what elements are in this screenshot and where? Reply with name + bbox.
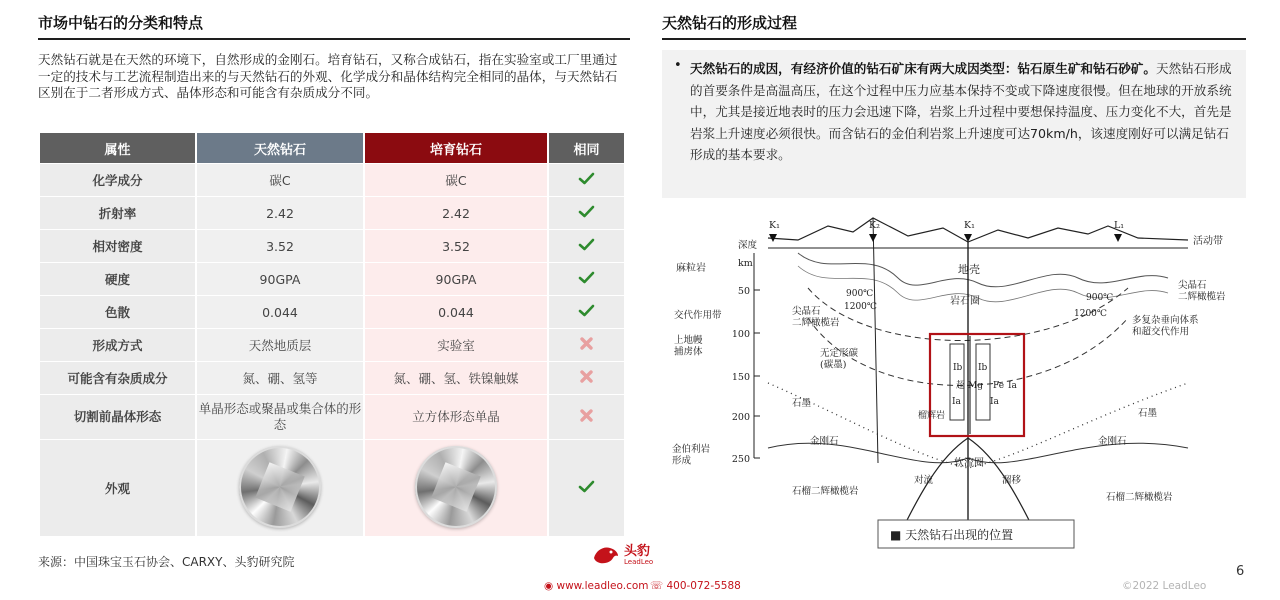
- cell-attribute: 硬度: [40, 263, 195, 295]
- cross-icon: [579, 408, 594, 423]
- bullet-icon: •: [674, 58, 682, 73]
- cell-lab-grown: 立方体形态单晶: [365, 395, 547, 439]
- label-plume: 溜移: [1002, 475, 1022, 486]
- label-diamond-left: 金刚石: [810, 436, 839, 447]
- label-lithosphere: 岩石圈: [950, 296, 980, 307]
- diagram-caption: ■ 天然钻石出现的位置: [890, 528, 1014, 542]
- surface-marker-icon: [869, 234, 877, 242]
- logo-chinese: 头豹: [624, 543, 651, 559]
- cell-same: [549, 395, 624, 439]
- kimberlite-formation-diagram: [668, 208, 1246, 553]
- label-t1200-left: 1200℃: [844, 302, 877, 312]
- header-attribute: 属性: [40, 133, 195, 163]
- cell-lab-grown: 90GPA: [365, 263, 547, 295]
- table-body: [40, 164, 624, 536]
- cell-attribute: 化学成分: [40, 164, 195, 196]
- cell-natural: 碳C: [197, 164, 363, 196]
- cell-lab-grown: 2.42: [365, 197, 547, 229]
- table-row: [40, 395, 624, 439]
- cell-lab-grown: 碳C: [365, 164, 547, 196]
- table-row: [40, 197, 624, 229]
- header-same: 相同: [549, 133, 624, 163]
- cell-natural: [197, 440, 363, 536]
- km-label: km: [738, 258, 753, 269]
- leadleo-logo: [592, 544, 653, 566]
- cell-attribute: 外观: [40, 440, 195, 536]
- label-complex-vein: 多复杂垂向体系和超交代作用: [1132, 315, 1199, 338]
- cell-attribute: 形成方式: [40, 329, 195, 361]
- cell-natural: 0.044: [197, 296, 363, 328]
- footer-phone: [650, 580, 741, 592]
- cross-icon: [579, 336, 594, 351]
- depth-tick-label: 100: [731, 329, 750, 340]
- label-spinel-left: 尖晶石二辉橄榄岩: [792, 306, 840, 329]
- table-row: [40, 440, 624, 536]
- cell-natural: 单晶形态或聚晶或集合体的形态: [197, 395, 363, 439]
- section-title-left: 市场中钻石的分类和特点: [38, 14, 204, 32]
- table-header-row: [40, 133, 624, 163]
- label-crust: 地壳: [958, 263, 980, 276]
- graphite-diamond-line: [768, 383, 1188, 468]
- source-note: 来源：中国珠宝玉石协会、CARXY、头豹研究院: [38, 555, 295, 569]
- label-ib-left: Ib: [953, 363, 963, 373]
- label-ia-right: Ia: [990, 397, 999, 407]
- label-super: 超: [956, 381, 966, 391]
- comparison-table: [38, 132, 626, 537]
- depth-tick-label: 150: [731, 372, 750, 383]
- cell-lab-grown: [365, 440, 547, 536]
- cell-natural: 3.52: [197, 230, 363, 262]
- cell-lab-grown: 0.044: [365, 296, 547, 328]
- check-icon: [578, 204, 595, 219]
- surface-marker-label: K₂: [869, 220, 880, 231]
- label-t900-left: 900℃: [846, 289, 874, 299]
- cell-natural: 90GPA: [197, 263, 363, 295]
- cell-same: [549, 164, 624, 196]
- label-ia-mid: Ia: [1008, 381, 1017, 391]
- check-icon: [578, 237, 595, 252]
- label-upper-mantle: 上地幔捕虏体: [674, 335, 703, 358]
- cell-natural: 天然地质层: [197, 329, 363, 361]
- cell-same: [549, 362, 624, 394]
- cell-same: [549, 329, 624, 361]
- label-mg: Mg: [968, 381, 983, 391]
- cell-lab-grown: 3.52: [365, 230, 547, 262]
- intro-paragraph: 天然钻石就是在天然的环境下，自然形成的金刚石。培育钻石，又称合成钻石，指在实验室或工厂里通过一定的技术与工艺流程制造出来的与天然钻石的外观、化学成分和晶体结构完全相同的晶体，与天然钻石区别在于二者形成方式、晶体形态和可能含有杂质成分不同。: [38, 52, 618, 100]
- depth-tick-label: 200: [731, 412, 750, 423]
- header-lab-grown: 培育钻石: [365, 133, 547, 163]
- header-natural: 天然钻石: [197, 133, 363, 163]
- label-kimberlite-formation: 金伯利岩形成: [672, 444, 711, 467]
- cell-same: [549, 230, 624, 262]
- surface-marker-icon: [1114, 234, 1122, 242]
- phone-text: 400-072-5588: [666, 580, 741, 592]
- check-icon: [578, 270, 595, 285]
- cell-same: [549, 197, 624, 229]
- surface-marker-label: L₁: [1114, 220, 1125, 231]
- label-garnet-left: 石榴二辉橄榄岩: [792, 486, 859, 497]
- label-harz: 榴辉岩: [918, 411, 946, 421]
- formation-text-box: [662, 50, 1246, 198]
- cell-attribute: 可能含有杂质成分: [40, 362, 195, 394]
- table-row: [40, 164, 624, 196]
- check-icon: [578, 303, 595, 318]
- table-row: [40, 230, 624, 262]
- cell-same: [549, 263, 624, 295]
- page-number: 6: [1236, 564, 1245, 579]
- label-spinel-right: 尖晶石二辉橄榄岩: [1178, 280, 1226, 303]
- cell-attribute: 相对密度: [40, 230, 195, 262]
- lab-diamond-image: [415, 446, 497, 528]
- cross-icon: [579, 369, 594, 384]
- pipe-k2: [873, 218, 878, 463]
- cell-lab-grown: 实验室: [365, 329, 547, 361]
- label-metasomatism: 交代作用带: [674, 310, 722, 321]
- label-amorphous-carbon: 无定形碳(碳墨): [820, 348, 859, 371]
- label-graphite-left: 石墨: [792, 398, 812, 409]
- table-row: [40, 329, 624, 361]
- section-title-right: 天然钻石的形成过程: [662, 14, 798, 32]
- cell-attribute: 色散: [40, 296, 195, 328]
- cell-attribute: 折射率: [40, 197, 195, 229]
- leopard-icon: [592, 544, 620, 566]
- table-row: [40, 296, 624, 328]
- cell-same: [549, 440, 624, 536]
- table-row: [40, 362, 624, 394]
- depth-label: 深度: [738, 240, 758, 251]
- check-icon: [578, 171, 595, 186]
- crust-fold-1: [798, 253, 1168, 287]
- label-t900-right: 900℃: [1086, 293, 1114, 303]
- label-ia-left: Ia: [952, 397, 961, 407]
- logo-english: LeadLeo: [624, 557, 654, 566]
- label-diamond-right: 金刚石: [1098, 436, 1127, 447]
- label-granulite: 麻粒岩: [676, 263, 706, 274]
- cell-natural: 2.42: [197, 197, 363, 229]
- formation-lead: 天然钻石的成因，有经济价值的钻石矿床有两大成因类型：钻石原生矿和钻石砂矿。: [690, 61, 1156, 76]
- cell-attribute: 切割前晶体形态: [40, 395, 195, 439]
- cell-same: [549, 296, 624, 328]
- label-ib-right: Ib: [978, 363, 988, 373]
- website-text: www.leadleo.com: [556, 580, 649, 592]
- formation-body: 天然钻石形成的首要条件是高温高压，在这个过程中压力应基本保持不变或下降速度很慢。但在地球的开放系统中，尤其是接近地表时的压力会迅速下降，岩浆上升过程中要想保持温度、压力变化不大，首先是岩浆上升速度必须很快。而含钻石的金伯利岩浆上升速度可达70km/h，该速度刚好可以满足钻石形成的基本要求。: [690, 61, 1232, 162]
- label-garnet-right: 石榴二辉橄榄岩: [1106, 492, 1173, 503]
- copyright: ©2022 LeadLeo: [1122, 580, 1207, 592]
- surface-line: [768, 218, 1188, 242]
- depth-tick-label: 50: [737, 286, 750, 297]
- label-active-zone: 活动带: [1193, 236, 1223, 247]
- formation-paragraph: [690, 58, 1236, 166]
- label-convection: 对流: [914, 475, 934, 486]
- surface-marker-label: K₁: [964, 220, 975, 231]
- label-t1200-right: 1200℃: [1074, 309, 1107, 319]
- check-icon: [578, 479, 595, 494]
- natural-diamond-image: [239, 446, 321, 528]
- depth-tick-label: 250: [731, 454, 750, 465]
- surface-marker-label: K₁: [769, 220, 780, 231]
- table-row: [40, 263, 624, 295]
- cell-lab-grown: 氮、硼、氢、铁镍触媒: [365, 362, 547, 394]
- cell-natural: 氮、硼、氢等: [197, 362, 363, 394]
- label-fe: Fe: [993, 381, 1005, 391]
- label-asthenosphere: 软流圈: [954, 458, 984, 469]
- title-divider-right: [662, 38, 1246, 40]
- label-graphite-right: 石墨: [1138, 408, 1158, 419]
- footer-website[interactable]: [544, 580, 649, 592]
- globe-icon: ◉: [544, 580, 557, 592]
- title-divider-left: [38, 38, 630, 40]
- phone-icon: ☏: [650, 580, 667, 592]
